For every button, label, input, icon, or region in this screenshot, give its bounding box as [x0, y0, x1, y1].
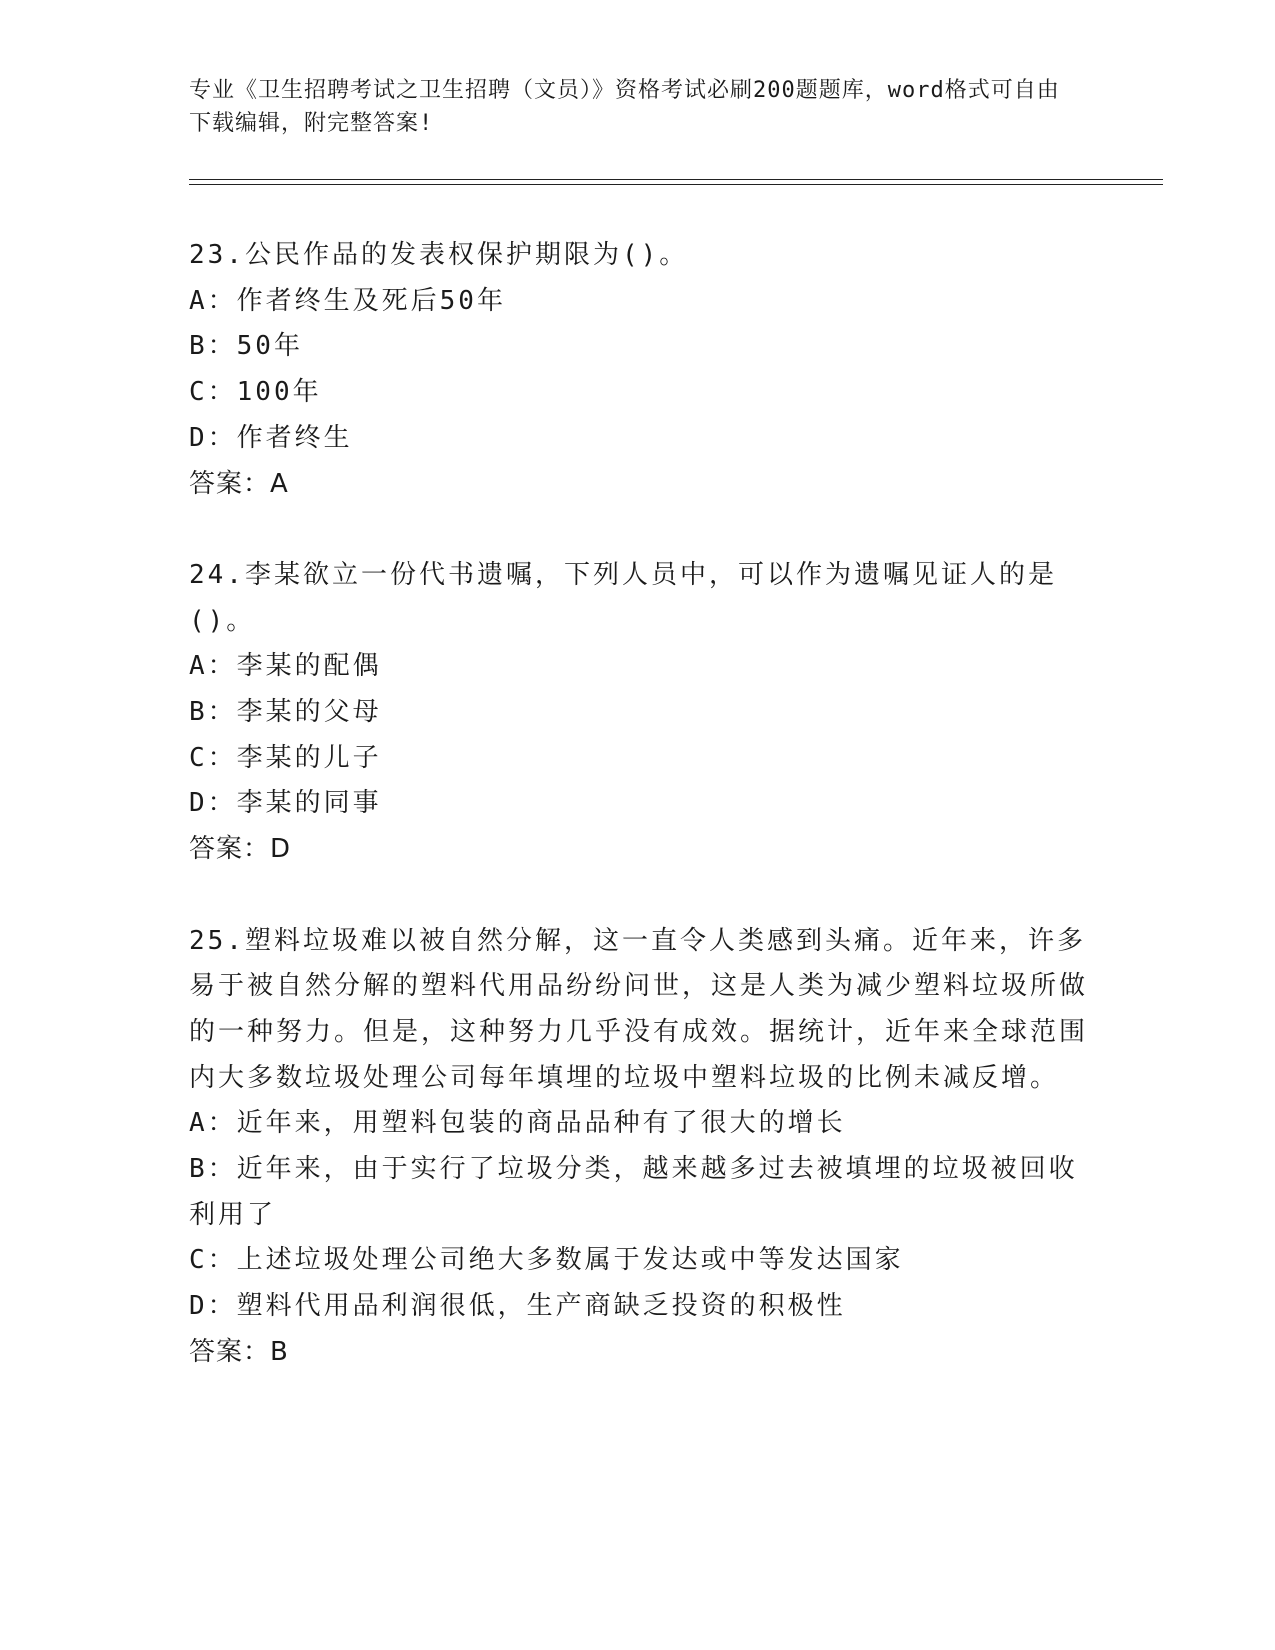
option-b: B：李某的父母: [189, 697, 382, 728]
header-rule-bottom: [189, 184, 1163, 185]
question-stem: 25.塑料垃圾难以被自然分解，这一直令人类感到头痛。近年来，许多易于被自然分解的塑料代用品纷纷问世，这是人类为减少塑料垃圾所做的一种努力。但是，这种努力几乎没有成效。据统计，近年来全球范围内大多数垃圾处理公司每年填埋的垃圾中塑料垃圾的比例未减反增。: [189, 925, 1089, 1093]
option-d: D：塑料代用品利润很低，生产商缺乏投资的积极性: [189, 1291, 846, 1322]
document-header: 专业《卫生招聘考试之卫生招聘（文员）》资格考试必刷200题题库，word格式可自由下载编辑，附完整答案!: [189, 78, 1060, 136]
option-a: A：作者终生及死后50年: [189, 285, 506, 316]
option-c: C：上述垃圾处理公司绝大多数属于发达或中等发达国家: [189, 1245, 904, 1276]
option-a: A：近年来，用塑料包装的商品品种有了很大的增长: [189, 1108, 846, 1139]
question-stem: 24.李某欲立一份代书遗嘱，下列人员中，可以作为遗嘱见证人的是()。: [189, 559, 1057, 636]
answer-line: 答案：D: [189, 834, 292, 865]
option-a: A：李某的配偶: [189, 651, 382, 682]
question-25: [189, 919, 1089, 1376]
option-b: B：近年来，由于实行了垃圾分类，越来越多过去被填埋的垃圾被回收利用了: [189, 1154, 1078, 1230]
option-b: B：50年: [189, 331, 303, 362]
question-stem: 23.公民作品的发表权保护期限为()。: [189, 240, 689, 270]
question-23: [189, 233, 1089, 507]
option-d: D：李某的同事: [189, 788, 382, 819]
option-d: D：作者终生: [189, 422, 353, 453]
answer-line: 答案：B: [189, 1336, 289, 1367]
option-c: C：100年: [189, 377, 322, 408]
answer-line: 答案：A: [189, 468, 289, 499]
option-c: C：李某的儿子: [189, 742, 382, 773]
question-list: [189, 233, 1089, 1376]
header-rule-top: [189, 179, 1163, 180]
question-24: [189, 553, 1089, 873]
